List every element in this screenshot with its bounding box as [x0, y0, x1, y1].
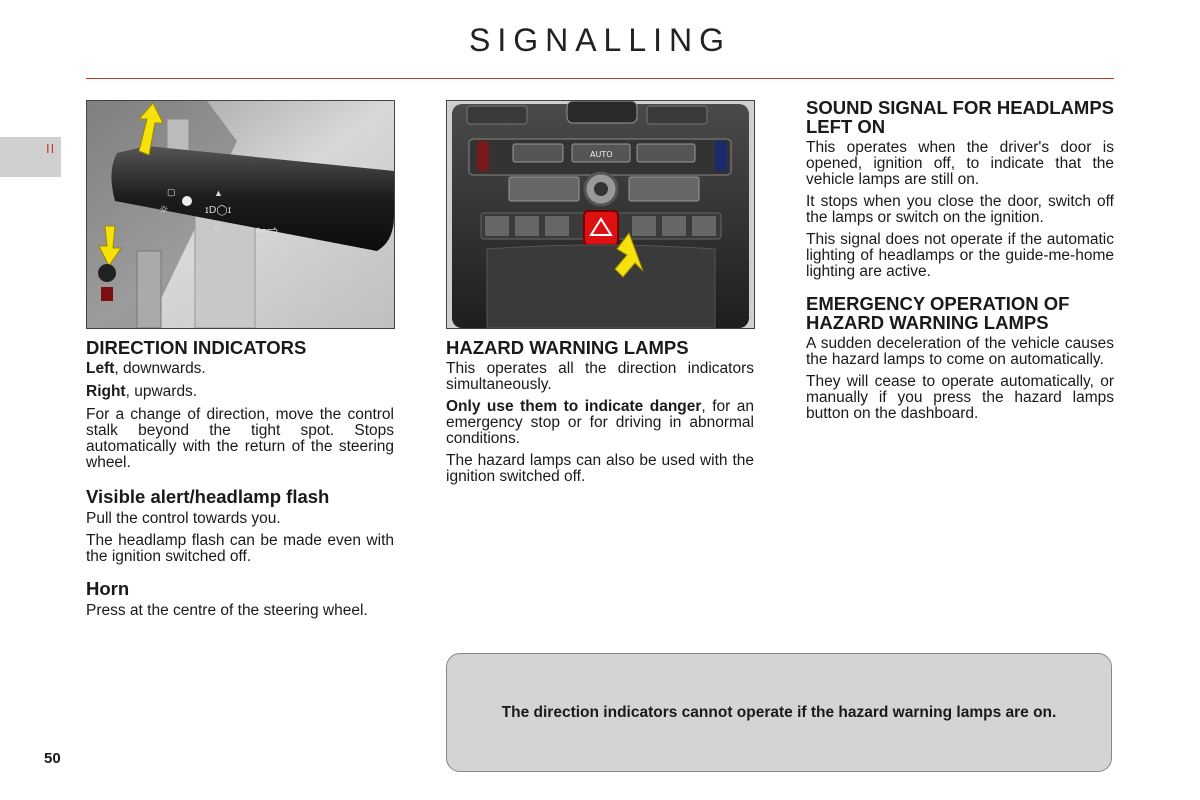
sound-signal-heading: SOUND SIGNAL FOR HEADLAMPS LEFT ON [806, 97, 1115, 137]
svg-text:☼: ☼ [159, 203, 169, 216]
hazard-text-2 [446, 399, 754, 447]
dashboard-photo [446, 100, 755, 329]
stalk-illustration [87, 101, 394, 328]
warning-note-text: The direction indicators cannot operate if the hazard warning lamps are on. [501, 704, 1057, 721]
sound-signal-text-2: It stops when you close the door, switch off the lamps or switch on the ignition. [806, 193, 1114, 226]
page-number: 50 [44, 750, 61, 767]
direction-indicators-heading: DIRECTION INDICATORS [86, 337, 307, 358]
svg-text:ɪD◯ɪ: ɪD◯ɪ [205, 205, 232, 216]
horn-heading: Horn [86, 578, 130, 599]
flash-text-2: The headlamp flash can be made even with the ignition switched off. [86, 532, 394, 565]
hazard-danger-rest: , for an emergency stop or for driving in abnormal conditions. [446, 398, 754, 447]
stalk-photo [86, 100, 395, 329]
column-direction-indicators [86, 338, 394, 625]
sound-signal-text-1: This operates when the driver's door is opened, ignition off, to indicate that the vehicle lamps are still on. [806, 139, 1114, 188]
sound-signal-text-3: This signal does not operate if the automatic lighting of headlamps or the guide-me-home lighting are active. [806, 231, 1114, 280]
svg-text:⇦⇨: ⇦⇨ [255, 223, 279, 239]
emergency-text-1: A sudden deceleration of the vehicle causes the hazard lamps to come on automatically. [806, 335, 1114, 368]
left-line [86, 361, 394, 377]
dashboard-illustration [447, 101, 754, 328]
svg-text:▲: ▲ [214, 188, 223, 198]
column-hazard-warning [446, 338, 754, 491]
page-title: SIGNALLING [468, 22, 732, 58]
emergency-text-2: They will cease to operate automatically, or manually if you press the hazard lamps button on the dashboard. [806, 373, 1114, 422]
left-text: , downwards. [114, 360, 206, 377]
hazard-text-1: This operates all the direction indicators simultaneously. [446, 360, 754, 393]
change-direction-text: For a change of direction, move the control stalk beyond the tight spot. Stops automatically with the return of the steering wheel. [86, 406, 394, 471]
title-rule [86, 78, 1114, 79]
svg-text:▢: ▢ [167, 187, 176, 197]
left-label: Left [86, 360, 115, 377]
svg-text:▽: ▽ [214, 225, 221, 235]
right-text: , upwards. [125, 383, 198, 400]
headlamp-flash-heading: Visible alert/headlamp flash [86, 486, 330, 507]
auto-button-label: AUTO [590, 150, 613, 159]
horn-text: Press at the centre of the steering wheel. [86, 602, 368, 619]
emergency-operation-heading: EMERGENCY OPERATION OF HAZARD WARNING LAMPS [806, 293, 1070, 333]
section-tab [0, 137, 61, 177]
hazard-danger-bold: Only use them to indicate danger [446, 398, 702, 415]
flash-text-1: Pull the control towards you. [86, 510, 281, 527]
column-sound-signal [806, 98, 1114, 428]
hazard-text-3: The hazard lamps can also be used with the ignition switched off. [446, 452, 754, 485]
hazard-button [584, 211, 618, 245]
section-tab-label: II [46, 141, 56, 156]
hazard-warning-heading: HAZARD WARNING LAMPS [446, 337, 689, 358]
warning-note-box [446, 653, 1112, 772]
right-line [86, 384, 394, 400]
right-label: Right [86, 383, 126, 400]
